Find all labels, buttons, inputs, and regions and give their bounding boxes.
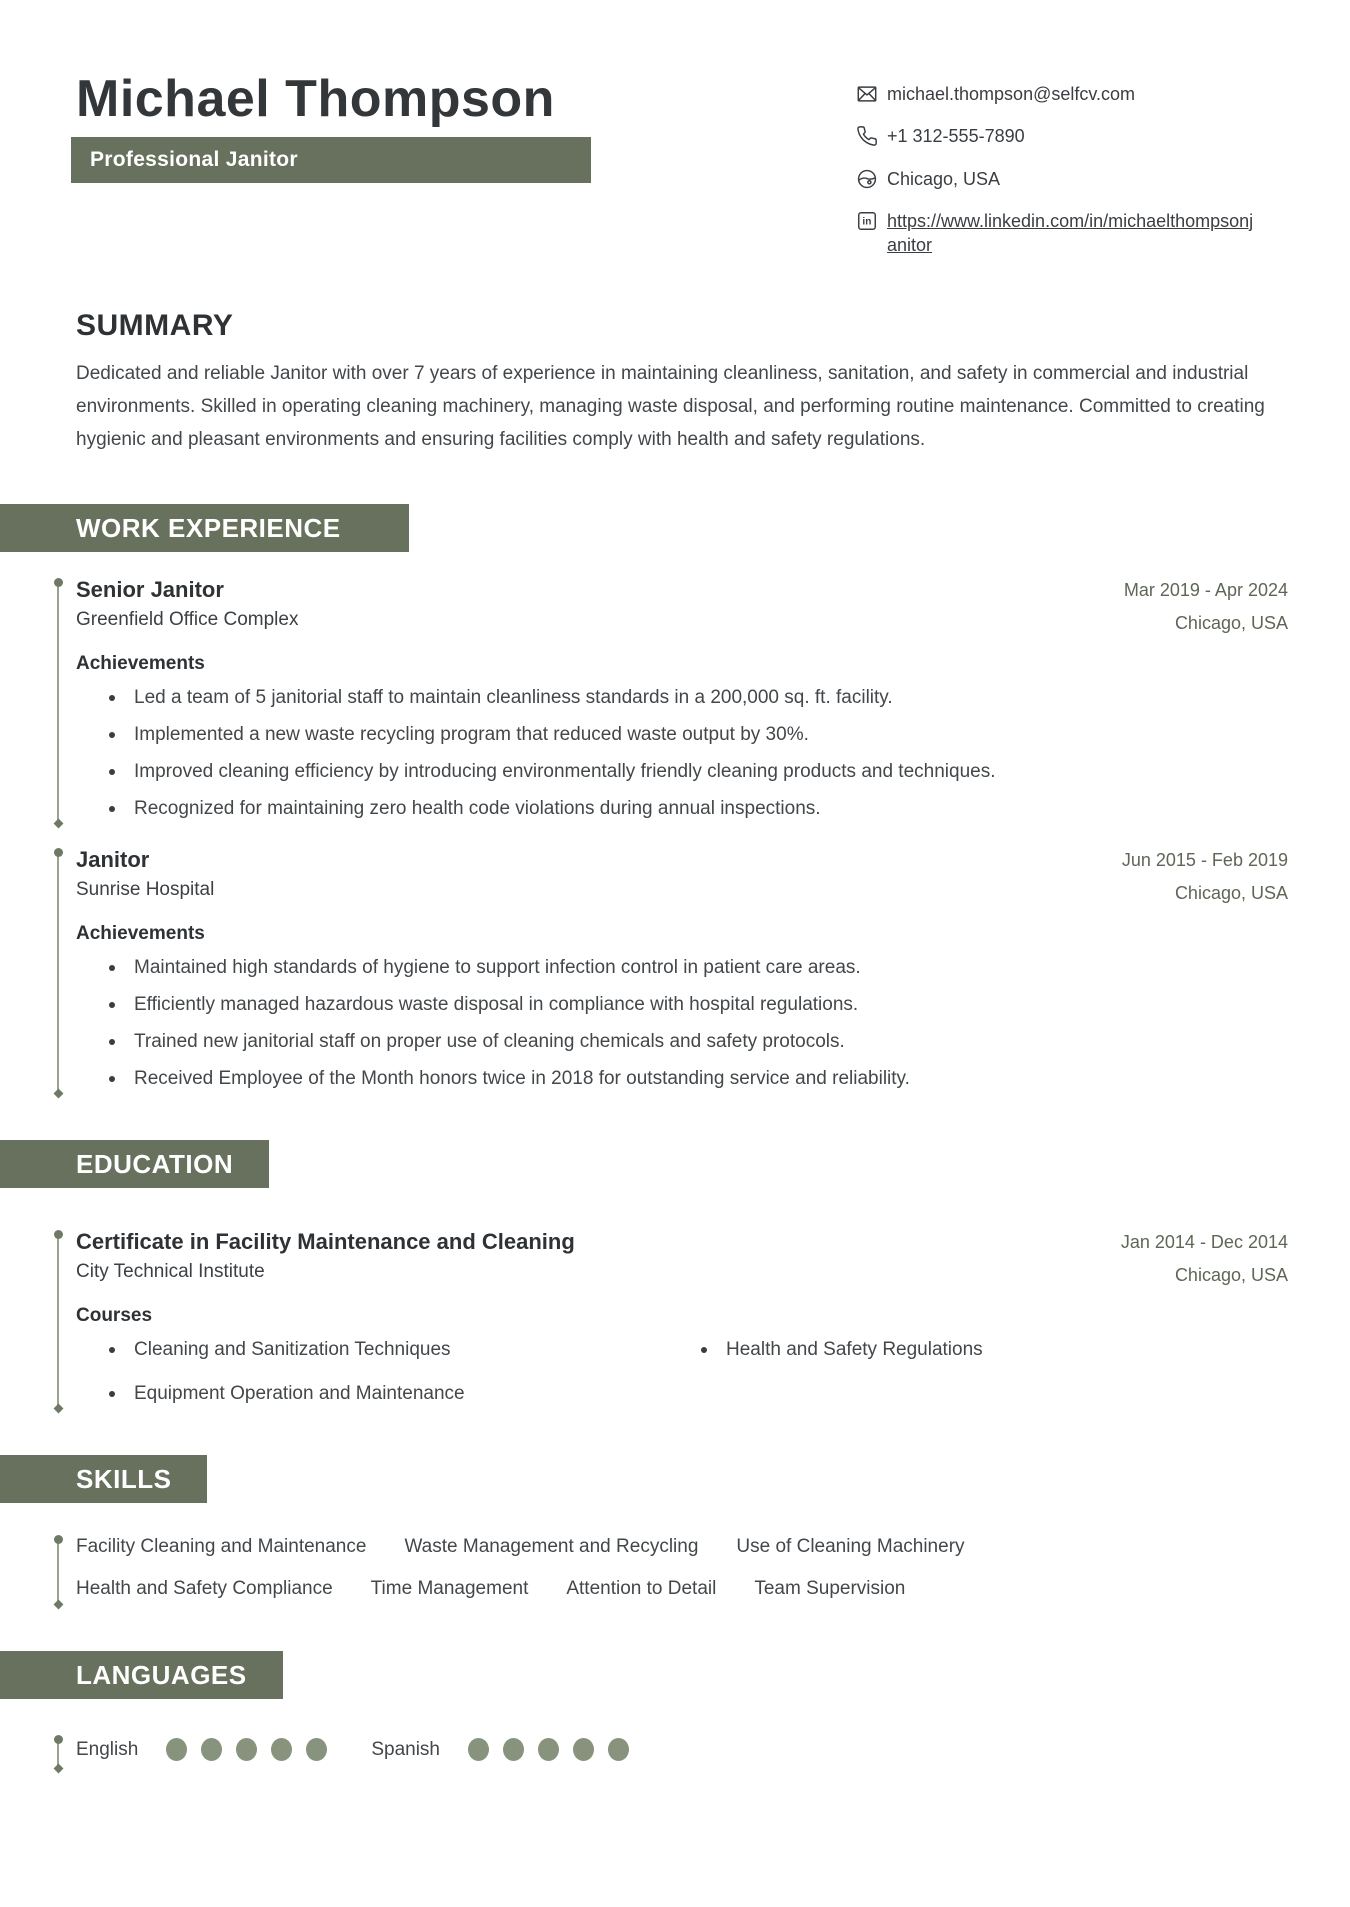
achievement-item: Efficiently managed hazardous waste disposal in compliance with hospital regulations. <box>76 992 1288 1018</box>
achievement-item: Implemented a new waste recycling program that reduced waste output by 30%. <box>76 722 1288 748</box>
skills-list <box>76 1533 1116 1603</box>
languages-entry <box>57 1733 1288 1767</box>
email-value: michael.thompson@selfcv.com <box>887 84 1136 104</box>
timeline-dot <box>54 578 63 587</box>
achievements-list <box>76 685 1288 822</box>
skill-item: Health and Safety Compliance <box>76 1577 333 1599</box>
languages-section-bar <box>0 1651 283 1699</box>
job-title: Senior Janitor <box>76 576 224 602</box>
phone-icon <box>856 125 878 147</box>
achievements-list <box>76 955 1288 1092</box>
linkedin-link[interactable]: https://www.linkedin.com/in/michaelthompsonjanitor <box>887 210 1254 256</box>
job-dates: Mar 2019 - Apr 2024 <box>1123 579 1288 600</box>
degree-title: Certificate in Facility Maintenance and Cleaning <box>76 1228 575 1254</box>
languages-heading: LANGUAGES <box>76 1659 247 1690</box>
timeline-diamond <box>54 1403 64 1413</box>
level-dot-icon <box>468 1738 489 1761</box>
job-location: Chicago, USA <box>1174 612 1288 633</box>
education-dates: Jan 2014 - Dec 2014 <box>1120 1231 1288 1252</box>
timeline-dot <box>54 848 63 857</box>
achievement-item: Maintained high standards of hygiene to support infection control in patient care areas. <box>76 955 1288 981</box>
skill-item: Time Management <box>370 1577 529 1599</box>
skill-item: Attention to Detail <box>566 1577 717 1599</box>
education-location: Chicago, USA <box>1174 1264 1288 1285</box>
job-entry <box>57 576 1288 822</box>
timeline-dot <box>54 1230 63 1239</box>
level-dot-icon <box>503 1738 524 1761</box>
education-entry <box>57 1228 1288 1407</box>
timeline-diamond <box>54 1599 64 1609</box>
email-icon <box>856 83 878 105</box>
timeline-dot <box>54 1735 63 1744</box>
achievement-item: Received Employee of the Month honors twice in 2018 for outstanding service and reliability. <box>76 1066 1288 1092</box>
languages-list <box>76 1733 1288 1767</box>
course-item: Health and Safety Regulations <box>668 1337 1288 1363</box>
work-experience-section-bar <box>0 504 409 552</box>
level-dot-icon <box>271 1738 292 1761</box>
achievement-item: Recognized for maintaining zero health code violations during annual inspections. <box>76 796 1288 822</box>
achievement-item: Led a team of 5 janitorial staff to maintain cleanliness standards in a 200,000 sq. ft. facility. <box>76 685 1288 711</box>
skills-entry <box>57 1533 1288 1603</box>
level-dot-icon <box>201 1738 222 1761</box>
svg-text:in: in <box>862 216 872 228</box>
timeline-diamond <box>54 1763 64 1773</box>
jobs-list <box>0 576 1350 1092</box>
contact-location-row <box>856 167 1276 191</box>
timeline-diamond <box>54 1088 64 1098</box>
header <box>0 0 1350 256</box>
skill-item: Waste Management and Recycling <box>404 1535 699 1557</box>
skill-item: Use of Cleaning Machinery <box>736 1535 965 1557</box>
achievements-label: Achievements <box>76 652 205 674</box>
job-company: Greenfield Office Complex <box>76 608 299 630</box>
job-title-badge <box>71 137 591 183</box>
language-level-dots <box>166 1738 327 1761</box>
contact-linkedin-row <box>856 209 1276 258</box>
timeline-dot <box>54 1535 63 1544</box>
language-name: English <box>76 1738 139 1760</box>
contact-block <box>856 82 1276 275</box>
education-heading: EDUCATION <box>76 1148 234 1179</box>
summary-heading: SUMMARY <box>76 308 234 342</box>
summary-text: Dedicated and reliable Janitor with over 7 years of experience in maintaining cleanliness, sanitation, and safety in commercial and industrial environments. Skilled in operating cleaning machinery, managing waste disposal, and performing routine maintenance. Committed to creating hygienic and pleasant environments and ensuring facilities comply with health and safety regulations. <box>76 362 1265 450</box>
skills-heading: SKILLS <box>76 1463 172 1494</box>
skill-item: Team Supervision <box>754 1577 906 1599</box>
person-name: Michael Thompson <box>76 70 555 128</box>
courses-label: Courses <box>76 1304 153 1326</box>
language-entry <box>76 1738 327 1761</box>
globe-icon <box>856 168 878 190</box>
job-company: Sunrise Hospital <box>76 878 215 900</box>
level-dot-icon <box>236 1738 257 1761</box>
summary-section <box>76 309 1288 456</box>
level-dot-icon <box>166 1738 187 1761</box>
level-dot-icon <box>538 1738 559 1761</box>
level-dot-icon <box>608 1738 629 1761</box>
level-dot-icon <box>306 1738 327 1761</box>
school-name: City Technical Institute <box>76 1260 265 1282</box>
achievements-label: Achievements <box>76 922 205 944</box>
job-dates: Jun 2015 - Feb 2019 <box>1121 849 1288 870</box>
language-level-dots <box>468 1738 629 1761</box>
timeline-diamond <box>54 818 64 828</box>
job-entry <box>57 846 1288 1092</box>
courses-list <box>76 1337 1288 1407</box>
course-item: Equipment Operation and Maintenance <box>76 1381 668 1407</box>
contact-email-row <box>856 82 1276 106</box>
education-section-bar <box>0 1140 269 1188</box>
phone-value: +1 312-555-7890 <box>887 126 1025 147</box>
skill-item: Facility Cleaning and Maintenance <box>76 1535 367 1557</box>
contact-phone-row <box>856 124 1276 148</box>
location-value: Chicago, USA <box>887 168 1001 189</box>
skills-section-bar <box>0 1455 207 1503</box>
achievement-item: Trained new janitorial staff on proper use of cleaning chemicals and safety protocols. <box>76 1029 1288 1055</box>
achievement-item: Improved cleaning efficiency by introducing environmentally friendly cleaning products and techniques. <box>76 759 1288 785</box>
level-dot-icon <box>573 1738 594 1761</box>
job-title: Janitor <box>76 846 150 872</box>
linkedin-icon <box>856 210 878 232</box>
language-name: Spanish <box>371 1738 440 1760</box>
job-title-text: Professional Janitor <box>90 147 298 171</box>
work-experience-heading: WORK EXPERIENCE <box>76 512 341 543</box>
language-entry <box>371 1738 629 1761</box>
course-item: Cleaning and Sanitization Techniques <box>76 1337 668 1363</box>
job-location: Chicago, USA <box>1174 882 1288 903</box>
